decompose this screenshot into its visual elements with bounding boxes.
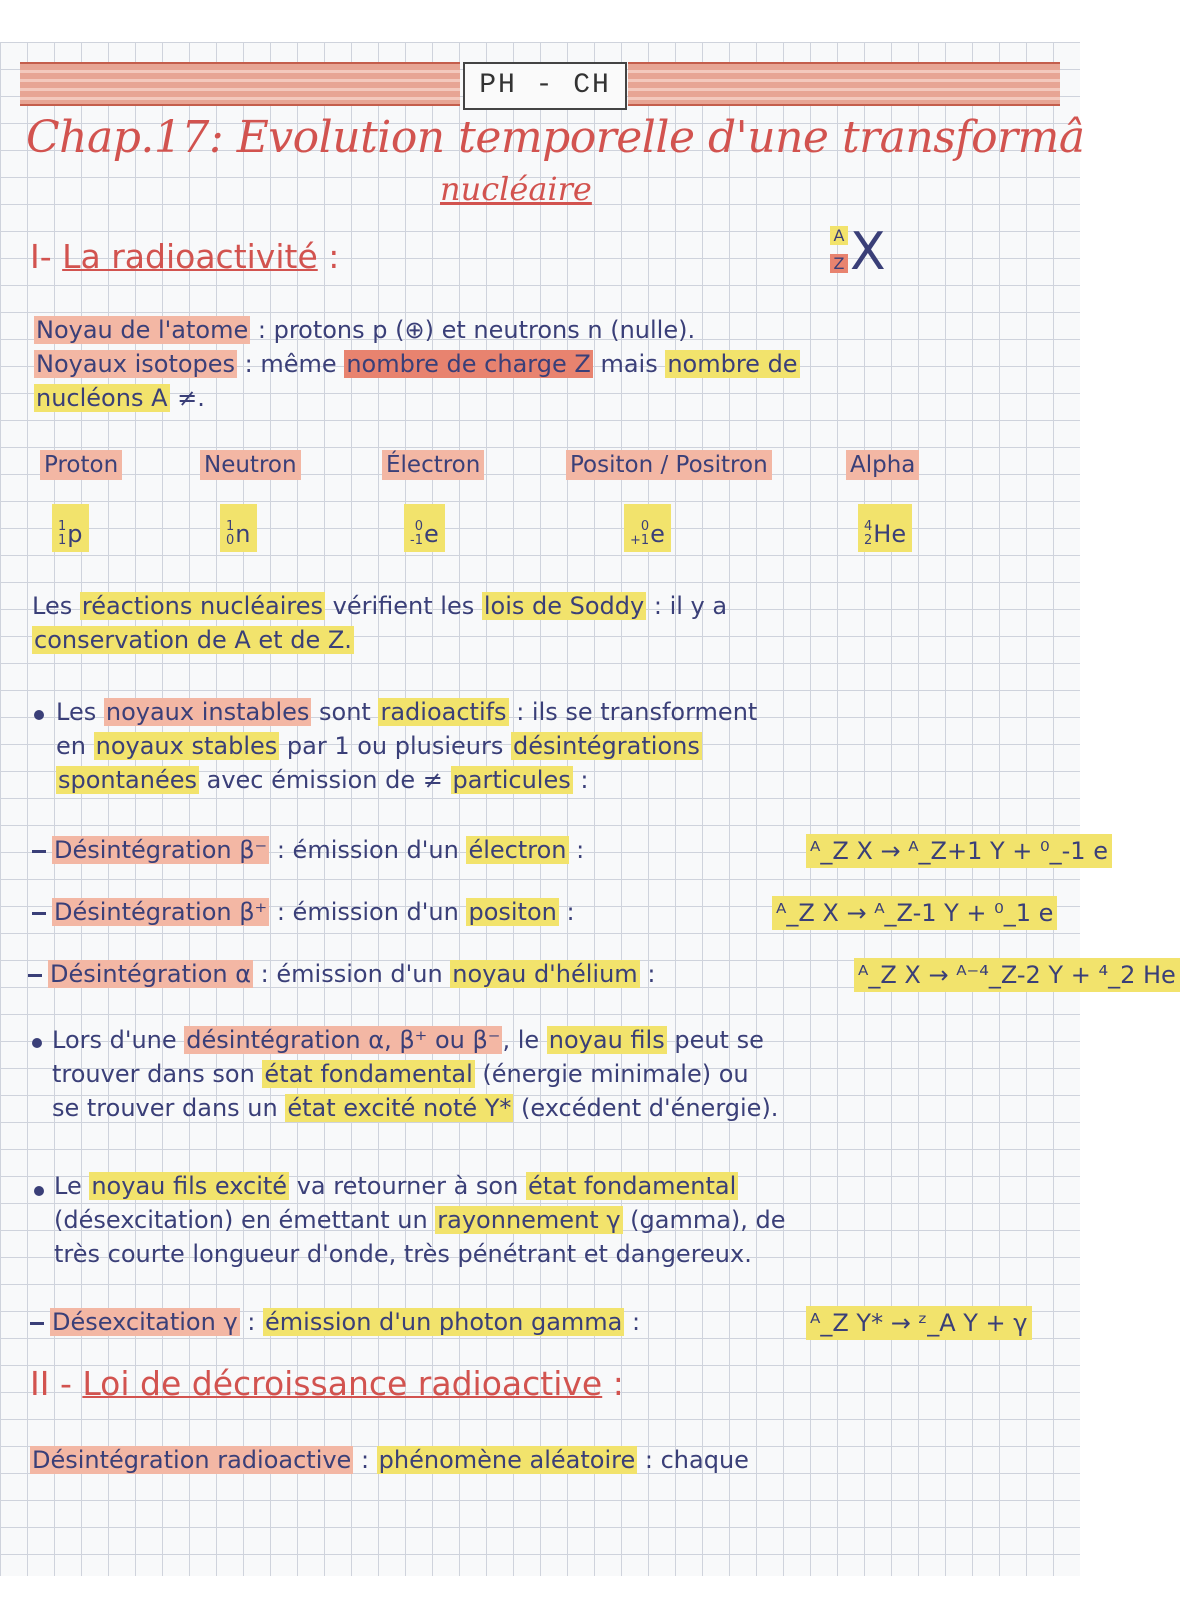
beta-minus-equation: ᴬ_Z X → ᴬ_Z+1 Y + ⁰_-1 e [806,834,1112,868]
header-band-right [628,62,1060,106]
alpha-symbol: 4 2 He [858,504,912,552]
dash-alpha [28,974,42,977]
random-decay-line: Désintégration radioactive : phénomène aléatoire : chaque [32,1446,749,1474]
positron-symbol: 0 +1 e [624,504,671,552]
soddy-line: Les réactions nucléaires vérifient les lois de Soddy : il y a [32,592,728,620]
daughter-line-3: se trouver dans un état excité noté Y* (excédent d'énergie). [52,1094,779,1122]
daughter-line-1: Lors d'une désintégration α, β⁺ ou β⁻, le noyau fils peut se [52,1026,764,1054]
soddy-line-end: conservation de A et de Z. [34,626,352,654]
isotope-line-end: nucléons A ≠. [36,384,205,412]
atomic-number-symbol: Z [830,254,848,273]
dash-gamma [30,1322,44,1325]
alpha-equation: ᴬ_Z X → ᴬ⁻⁴_Z-2 Y + ⁴_2 He [854,958,1180,992]
subject-label: PH - CH [463,62,627,110]
chapter-title-continued: nucléaire [440,170,592,208]
particle-alpha-label: Alpha [846,450,919,480]
proton-symbol: 1 1 p [52,504,89,552]
nucleus-line: Noyau de l'atome : protons p (⊕) et neutrons n (nulle). [36,316,696,344]
unstable-line-2: en noyaux stables par 1 ou plusieurs désintégrations [56,732,700,760]
gamma-line: Désexcitation γ : émission d'un photon gamma : [52,1308,641,1336]
bullet-daughter-state [32,1038,42,1048]
particle-neutron-label: Neutron [200,450,301,480]
alpha-line: Désintégration α : émission d'un noyau d'hélium : [50,960,656,988]
particle-electron-label: Électron [382,450,484,480]
unstable-line-3: spontanées avec émission de ≠ particules : [58,766,589,794]
bullet-unstable [34,710,44,720]
daughter-line-2: trouver dans son état fondamental (énergie minimale) ou [52,1060,749,1088]
electron-symbol: 0 -1 e [404,504,445,552]
section-1-heading: I- La radioactivité : [30,237,340,276]
gamma-equation: ᴬ_Z Y* → ᶻ_A Y + γ [806,1306,1032,1340]
beta-plus-line: Désintégration β⁺ : émission d'un positon : [54,898,575,926]
beta-plus-equation: ᴬ_Z X → ᴬ_Z-1 Y + ⁰_1 e [772,896,1057,930]
neutron-symbol: 1 0 n [220,504,257,552]
deexcitation-line-1: Le noyau fils excité va retourner à son état fondamental [54,1172,737,1200]
notebook-page [0,42,1176,1576]
nucleus-symbol: X [850,222,886,282]
deexcitation-line-2: (désexcitation) en émettant un rayonnement γ (gamma), de [54,1206,786,1234]
dash-beta-minus [32,850,46,853]
deexcitation-line-3: très courte longueur d'onde, très pénétrant et dangereux. [54,1240,752,1268]
section-2-heading: II - Loi de décroissance radioactive : [30,1364,624,1403]
particle-proton-label: Proton [40,450,122,480]
header-band-left [20,62,460,106]
beta-minus-line: Désintégration β⁻ : émission d'un électron : [54,836,585,864]
isotope-line: Noyaux isotopes : même nombre de charge Z mais nombre de [36,350,798,378]
chapter-title: Chap.17: Evolution temporelle d'une transformâ [26,112,1085,163]
particle-positron-label: Positon / Positron [566,450,772,480]
dash-beta-plus [32,912,46,915]
bullet-deexcitation [34,1186,44,1196]
unstable-line-1: Les noyaux instables sont radioactifs : ils se transforment [56,698,758,726]
mass-number-symbol: A [830,226,848,245]
